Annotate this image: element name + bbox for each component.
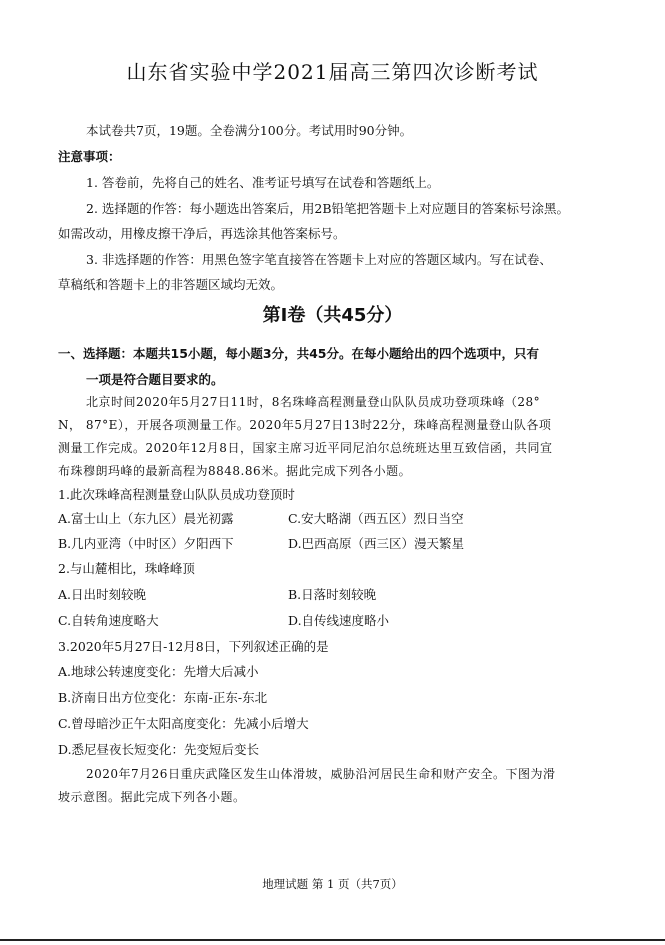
passage-line: 2020年7月26日重庆武隆区发生山体滑坡，威胁沿河居民生命和财产安全。下图为滑 xyxy=(86,767,556,781)
notice-item: 草稿纸和答题卡上的非答题区域均无效。 xyxy=(58,277,284,292)
page-footer: 地理试题 第 1 页（共7页） xyxy=(262,877,403,891)
option-c: C.自转角速度略大 xyxy=(58,613,159,628)
option-b: B.几内亚湾（中时区）夕阳西下 xyxy=(58,536,234,551)
option-b: B.济南日出方位变化：东南-正东-东北 xyxy=(58,690,268,705)
page-bottom-rule xyxy=(0,939,665,941)
option-c: C.安大略湖（西五区）烈日当空 xyxy=(288,511,464,526)
option-d: D.巴西高原（西三区）漫天繁星 xyxy=(288,536,465,551)
section-heading: 一、选择题：本题共15小题，每小题3分，共45分。在每小题给出的四个选项中，只有 xyxy=(58,346,539,361)
passage-line: N， 87°E），开展各项测量工作。2020年5月27日13时22分，珠峰高程测量登山队各项 xyxy=(58,418,552,432)
option-a: A.富士山上（东九区）晨光初露 xyxy=(58,511,234,526)
part-title: 第Ⅰ卷（共45分） xyxy=(262,305,403,326)
question-stem: 2.与山麓相比，珠峰峰顶 xyxy=(58,561,195,576)
question-stem: 3.2020年5月27日-12月8日，下列叙述正确的是 xyxy=(58,639,329,654)
notice-item: 2. 选择题的作答：每小题选出答案后，用2B铅笔把答题卡上对应题目的答案标号涂黑。 xyxy=(86,201,570,216)
question-stem: 1.此次珠峰高程测量登山队队员成功登顶时 xyxy=(58,487,295,502)
option-a: A.日出时刻较晚 xyxy=(58,587,147,602)
passage-line: 北京时间2020年5月27日11时，8名珠峰高程测量登山队队员成功登项珠峰（28° xyxy=(86,395,541,409)
option-d: D.自传线速度略小 xyxy=(288,613,390,628)
exam-title: 山东省实验中学2021届高三第四次诊断考试 xyxy=(126,60,539,84)
passage-line: 测量工作完成。2020年12月8日，国家主席习近平同尼泊尔总统班达里互致信函，共同宣 xyxy=(58,441,553,455)
option-a: A.地球公转速度变化：先增大后减小 xyxy=(58,664,259,679)
notice-item: 如需改动，用橡皮擦干净后，再选涂其他答案标号。 xyxy=(58,226,346,241)
passage-line: 布珠穆朗玛峰的最新高程为8848.86米。据此完成下列各小题。 xyxy=(58,464,412,478)
notice-heading: 注意事项： xyxy=(58,149,121,164)
option-b: B.日落时刻较晚 xyxy=(288,587,377,602)
notice-item: 1. 答卷前，先将自己的姓名、准考证号填写在试卷和答题纸上。 xyxy=(86,175,440,190)
option-c: C.曾母暗沙正午太阳高度变化：先减小后增大 xyxy=(58,716,309,731)
intro-text: 本试卷共7页，19题。全卷满分100分。考试用时90分钟。 xyxy=(86,123,413,138)
passage-line: 坡示意图。据此完成下列各小题。 xyxy=(58,790,246,804)
option-d: D.悉尼昼夜长短变化：先变短后变长 xyxy=(58,742,260,757)
section-heading-cont: 一项是符合题目要求的。 xyxy=(86,372,224,387)
notice-item: 3. 非选择题的作答：用黑色签字笔直接答在答题卡上对应的答题区域内。写在试卷、 xyxy=(86,252,552,267)
